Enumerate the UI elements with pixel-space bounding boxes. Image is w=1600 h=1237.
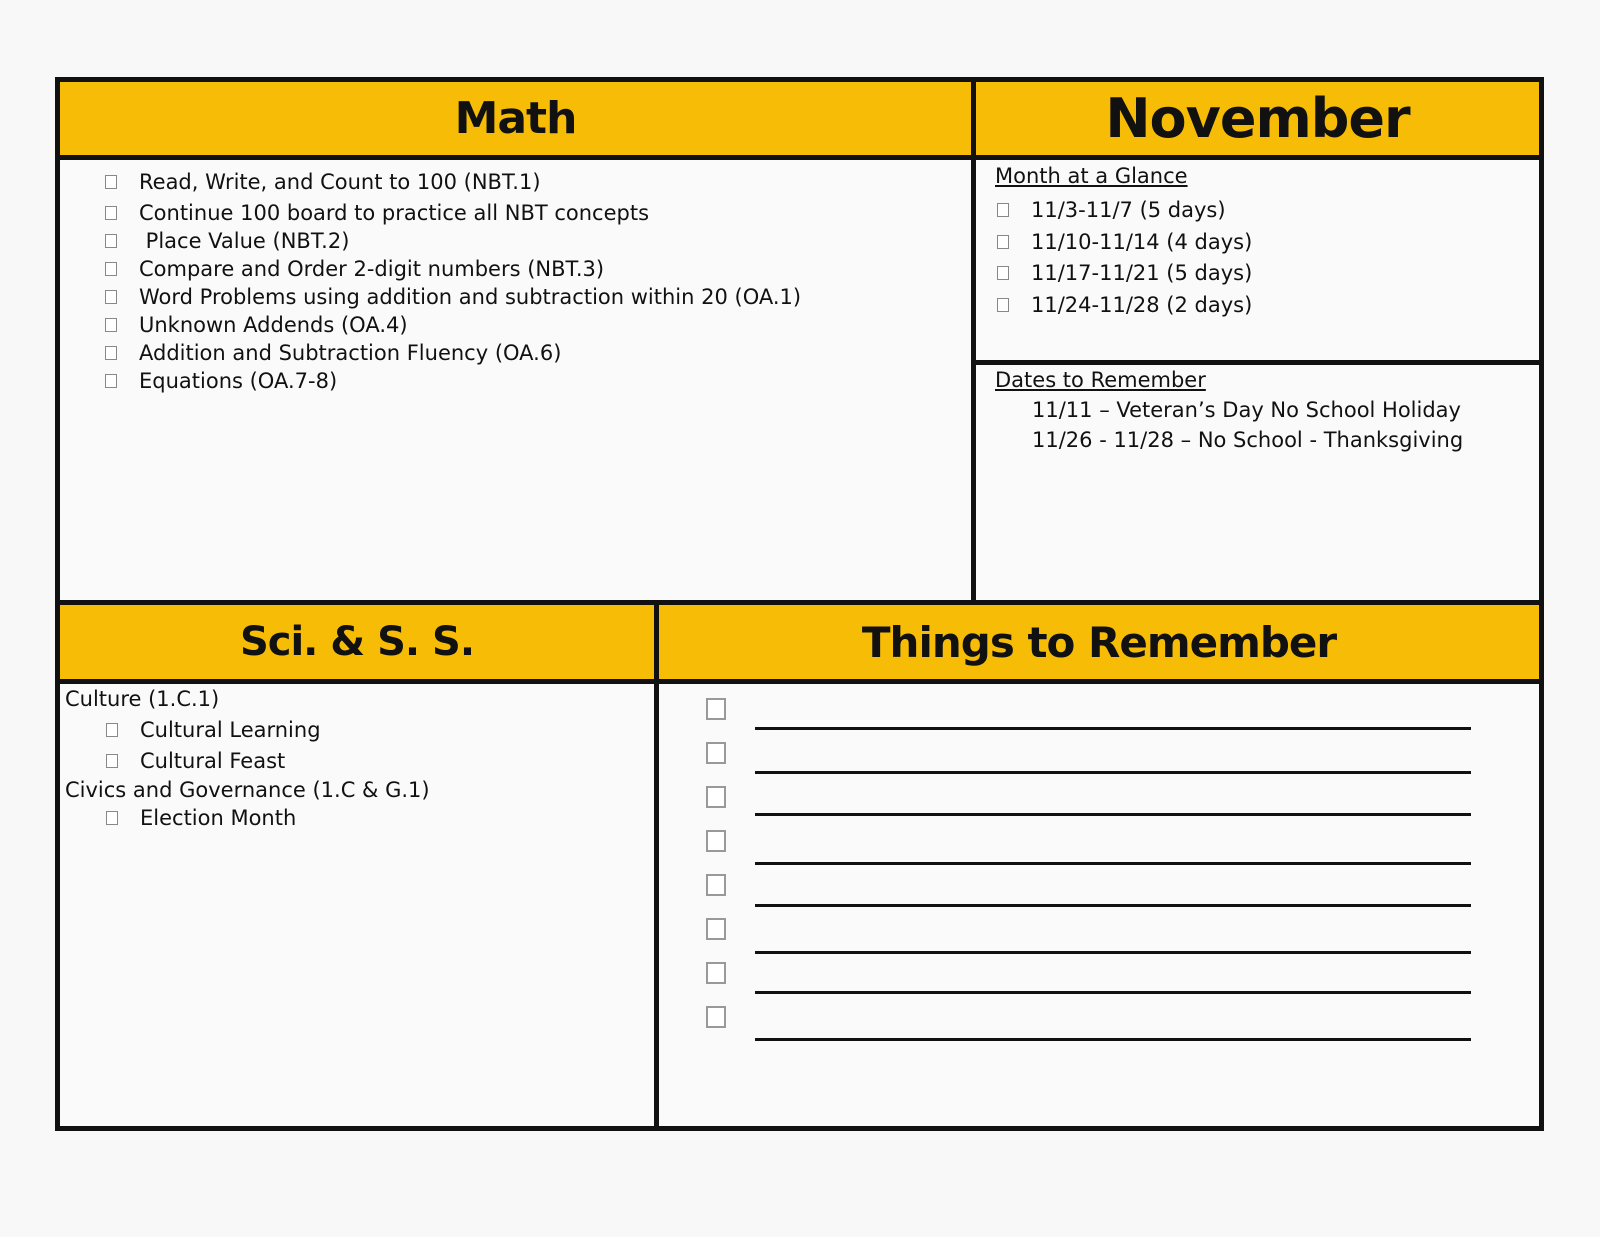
math-item-text: Unknown Addends (OA.4) bbox=[139, 313, 408, 337]
checkbox[interactable] bbox=[706, 830, 726, 852]
divider-glance-dates bbox=[971, 360, 1539, 365]
math-header bbox=[60, 82, 971, 160]
write-line[interactable] bbox=[755, 904, 1471, 907]
checkbox[interactable] bbox=[105, 234, 117, 248]
checkbox[interactable] bbox=[105, 175, 117, 189]
list-item bbox=[106, 718, 321, 742]
month-header bbox=[976, 82, 1539, 160]
checkbox[interactable] bbox=[105, 346, 117, 360]
month-title: November bbox=[1105, 87, 1410, 150]
checkbox[interactable] bbox=[106, 811, 118, 825]
checkbox[interactable] bbox=[706, 698, 726, 720]
math-item-text: Addition and Subtraction Fluency (OA.6) bbox=[139, 341, 562, 365]
glance-title: Month at a Glance bbox=[995, 164, 1188, 188]
checkbox[interactable] bbox=[105, 262, 117, 276]
list-item bbox=[997, 261, 1252, 285]
checkbox[interactable] bbox=[105, 374, 117, 388]
list-item bbox=[997, 198, 1226, 222]
dates-title: Dates to Remember bbox=[995, 368, 1206, 392]
checkbox[interactable] bbox=[997, 298, 1009, 312]
list-item bbox=[105, 201, 649, 225]
checkbox[interactable] bbox=[106, 754, 118, 768]
math-item-text: Equations (OA.7-8) bbox=[139, 369, 338, 393]
checkbox[interactable] bbox=[106, 723, 118, 737]
math-item-text: Word Problems using addition and subtraction within 20 (OA.1) bbox=[139, 285, 802, 309]
topic-culture: Culture (1.C.1) bbox=[65, 687, 220, 711]
math-item-text: Place Value (NBT.2) bbox=[139, 229, 350, 253]
checkbox[interactable] bbox=[997, 266, 1009, 280]
checkbox[interactable] bbox=[706, 962, 726, 984]
checkbox[interactable] bbox=[997, 235, 1009, 249]
write-line[interactable] bbox=[755, 991, 1471, 994]
science-item-text: Cultural Feast bbox=[140, 749, 286, 773]
math-item-text: Compare and Order 2-digit numbers (NBT.3) bbox=[139, 257, 605, 281]
science-item-text: Cultural Learning bbox=[140, 718, 321, 742]
week-text: 11/3-11/7 (5 days) bbox=[1031, 198, 1226, 222]
science-item-text: Election Month bbox=[140, 806, 297, 830]
list-item bbox=[105, 170, 541, 194]
write-line[interactable] bbox=[755, 951, 1471, 954]
checkbox[interactable] bbox=[997, 203, 1009, 217]
write-line[interactable] bbox=[755, 1038, 1471, 1041]
checkbox[interactable] bbox=[105, 206, 117, 220]
write-line[interactable] bbox=[755, 813, 1471, 816]
list-item bbox=[997, 293, 1252, 317]
list-item bbox=[105, 341, 561, 365]
divider-math-november bbox=[971, 82, 976, 605]
list-item bbox=[105, 229, 349, 253]
write-line[interactable] bbox=[755, 862, 1471, 865]
write-line[interactable] bbox=[755, 771, 1471, 774]
checkbox[interactable] bbox=[706, 742, 726, 764]
newsletter-sheet bbox=[55, 77, 1544, 1131]
topic-civics: Civics and Governance (1.C & G.1) bbox=[65, 778, 430, 802]
list-item bbox=[106, 806, 296, 830]
checkbox[interactable] bbox=[706, 1006, 726, 1028]
list-item bbox=[105, 369, 337, 393]
list-item bbox=[105, 313, 408, 337]
checkbox[interactable] bbox=[706, 874, 726, 896]
date-item: 11/11 – Veteran’s Day No School Holiday bbox=[1032, 398, 1461, 422]
write-line[interactable] bbox=[755, 727, 1471, 730]
list-item bbox=[997, 230, 1252, 254]
math-item-text: Continue 100 board to practice all NBT concepts bbox=[139, 201, 650, 225]
checkbox[interactable] bbox=[706, 786, 726, 808]
checkbox[interactable] bbox=[105, 290, 117, 304]
remember-header bbox=[659, 605, 1539, 684]
week-text: 11/17-11/21 (5 days) bbox=[1031, 261, 1253, 285]
list-item bbox=[106, 749, 285, 773]
checkbox[interactable] bbox=[706, 918, 726, 940]
science-title: Sci. & S. S. bbox=[239, 619, 475, 665]
week-text: 11/10-11/14 (4 days) bbox=[1031, 230, 1253, 254]
science-header bbox=[60, 605, 654, 684]
math-item-text: Read, Write, and Count to 100 (NBT.1) bbox=[139, 170, 541, 194]
checkbox[interactable] bbox=[105, 318, 117, 332]
remember-title: Things to Remember bbox=[861, 617, 1337, 667]
list-item bbox=[105, 285, 801, 309]
list-item bbox=[105, 257, 604, 281]
math-title: Math bbox=[454, 93, 577, 144]
week-text: 11/24-11/28 (2 days) bbox=[1031, 293, 1253, 317]
date-item: 11/26 - 11/28 – No School - Thanksgiving bbox=[1032, 428, 1464, 452]
